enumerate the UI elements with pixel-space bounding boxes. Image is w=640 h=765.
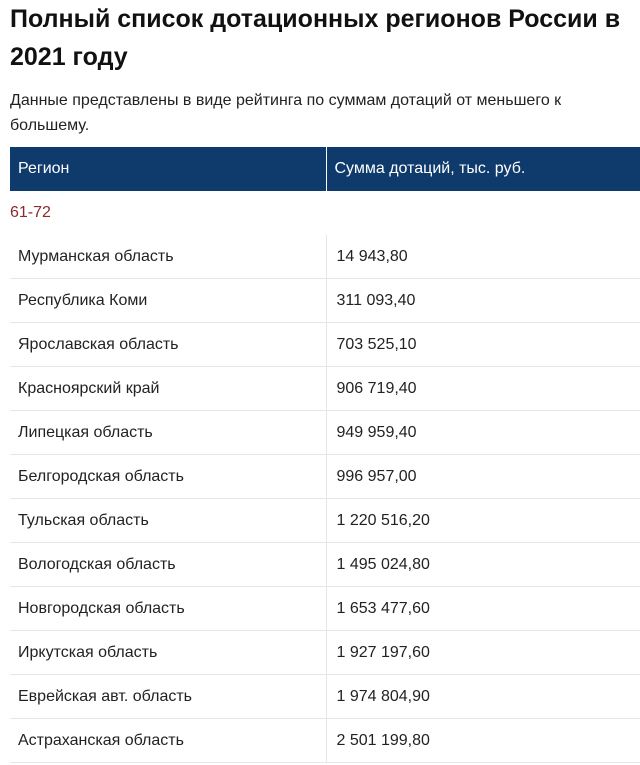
table-row	[10, 675, 640, 719]
region-cell: Тульская область	[10, 499, 326, 543]
region-cell: Еврейская авт. область	[10, 675, 326, 719]
region-cell: Республика Коми	[10, 279, 326, 323]
table-row	[10, 411, 640, 455]
region-cell: Астраханская область	[10, 719, 326, 763]
region-cell: Вологодская область	[10, 543, 326, 587]
sum-cell: 311 093,40	[326, 279, 640, 323]
article-subtitle: Данные представлены в виде рейтинга по суммам дотаций от меньшего к большему.	[10, 92, 562, 134]
sum-cell: 1 974 804,90	[326, 675, 640, 719]
sum-cell: 949 959,40	[326, 411, 640, 455]
table-row	[10, 235, 640, 279]
article-title: Полный список дотационных регионов России в 2021 году	[10, 5, 621, 71]
region-cell: Белгородская область	[10, 455, 326, 499]
sum-cell: 14 943,80	[326, 235, 640, 279]
table-row	[10, 323, 640, 367]
header-sum: Сумма дотаций, тыс. руб.	[326, 147, 640, 191]
region-cell: Новгородская область	[10, 587, 326, 631]
sum-cell: 1 927 197,60	[326, 631, 640, 675]
table-row	[10, 279, 640, 323]
table-row	[10, 455, 640, 499]
table-header-row	[10, 147, 640, 191]
region-cell: Липецкая область	[10, 411, 326, 455]
table-row	[10, 367, 640, 411]
table-row	[10, 719, 640, 763]
region-cell: Красноярский край	[10, 367, 326, 411]
group-label: 61-72	[10, 204, 51, 221]
sum-cell: 1 495 024,80	[326, 543, 640, 587]
group-row	[10, 191, 640, 235]
sum-cell: 2 501 199,80	[326, 719, 640, 763]
table-row	[10, 543, 640, 587]
sum-cell: 1 653 477,60	[326, 587, 640, 631]
table-row	[10, 587, 640, 631]
region-cell: Ярославская область	[10, 323, 326, 367]
subsidies-table	[10, 147, 640, 763]
sum-cell: 703 525,10	[326, 323, 640, 367]
table-row	[10, 499, 640, 543]
table-row	[10, 631, 640, 675]
sum-cell: 1 220 516,20	[326, 499, 640, 543]
sum-cell: 996 957,00	[326, 455, 640, 499]
sum-cell: 906 719,40	[326, 367, 640, 411]
region-cell: Мурманская область	[10, 235, 326, 279]
region-cell: Иркутская область	[10, 631, 326, 675]
header-region: Регион	[10, 147, 326, 191]
